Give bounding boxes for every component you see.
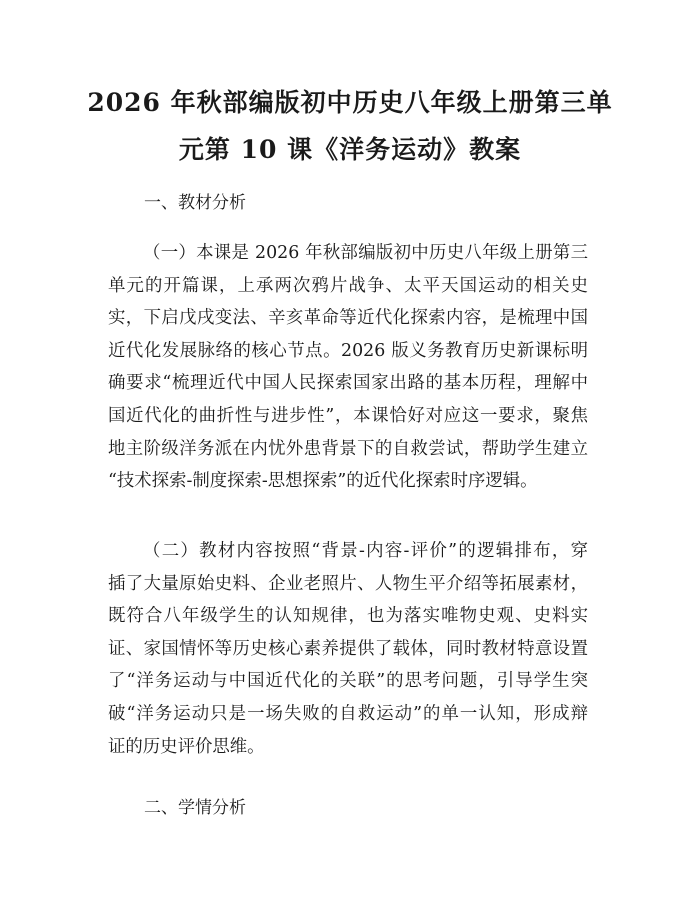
paragraph-line: 国近代化的曲折性与进步性”，本课恰好对应这一要求，聚焦 [108, 405, 588, 426]
paragraph-line: 破“洋务运动只是一场失败的自救运动”的单一认知，形成辩 [108, 703, 588, 724]
section-heading-textbook-analysis: 一、教材分析 [144, 193, 246, 213]
paragraph-line: 地主阶级洋务派在内忧外患背景下的自救尝试，帮助学生建立 [108, 438, 588, 459]
paragraph-line: 单元的开篇课，上承两次鸦片战争、太平天国运动的相关史 [108, 275, 588, 296]
paragraph-line: 证的历史评价思维。 [108, 736, 265, 757]
paragraph-line: （二）教材内容按照“背景-内容-评价”的逻辑排布，穿 [143, 541, 588, 561]
paragraph-line: 确要求“梳理近代中国人民探索国家出路的基本历程，理解中 [108, 373, 588, 394]
paragraph-line: （一）本课是 2026 年秋部编版初中历史八年级上册第三 [143, 243, 588, 263]
paragraph-line: 实，下启戊戌变法、辛亥革命等近代化探索内容，是梳理中国 [108, 308, 588, 329]
document-title-line-1: 2026 年秋部编版初中历史八年级上册第三单 [87, 88, 613, 117]
paragraph-textbook-content [108, 535, 588, 763]
paragraph-line: 证、家国情怀等历史核心素养提供了载体，同时教材特意设置 [108, 638, 588, 659]
paragraph-line: 插了大量原始史料、企业老照片、人物生平介绍等拓展素材， [108, 573, 588, 594]
paragraph-textbook-position [108, 237, 588, 498]
paragraph-line: “技术探索-制度探索-思想探索”的近代化探索时序逻辑。 [108, 471, 538, 492]
section-heading-student-analysis: 二、学情分析 [144, 798, 246, 818]
paragraph-line: 了“洋务运动与中国近代化的关联”的思考问题，引导学生突 [108, 671, 588, 692]
paragraph-line: 既符合八年级学生的认知规律，也为落实唯物史观、史料实 [108, 606, 588, 627]
document-title-line-2: 元第 10 课《洋务运动》教案 [178, 135, 522, 164]
paragraph-line: 近代化发展脉络的核心节点。2026 版义务教育历史新课标明 [108, 340, 588, 361]
